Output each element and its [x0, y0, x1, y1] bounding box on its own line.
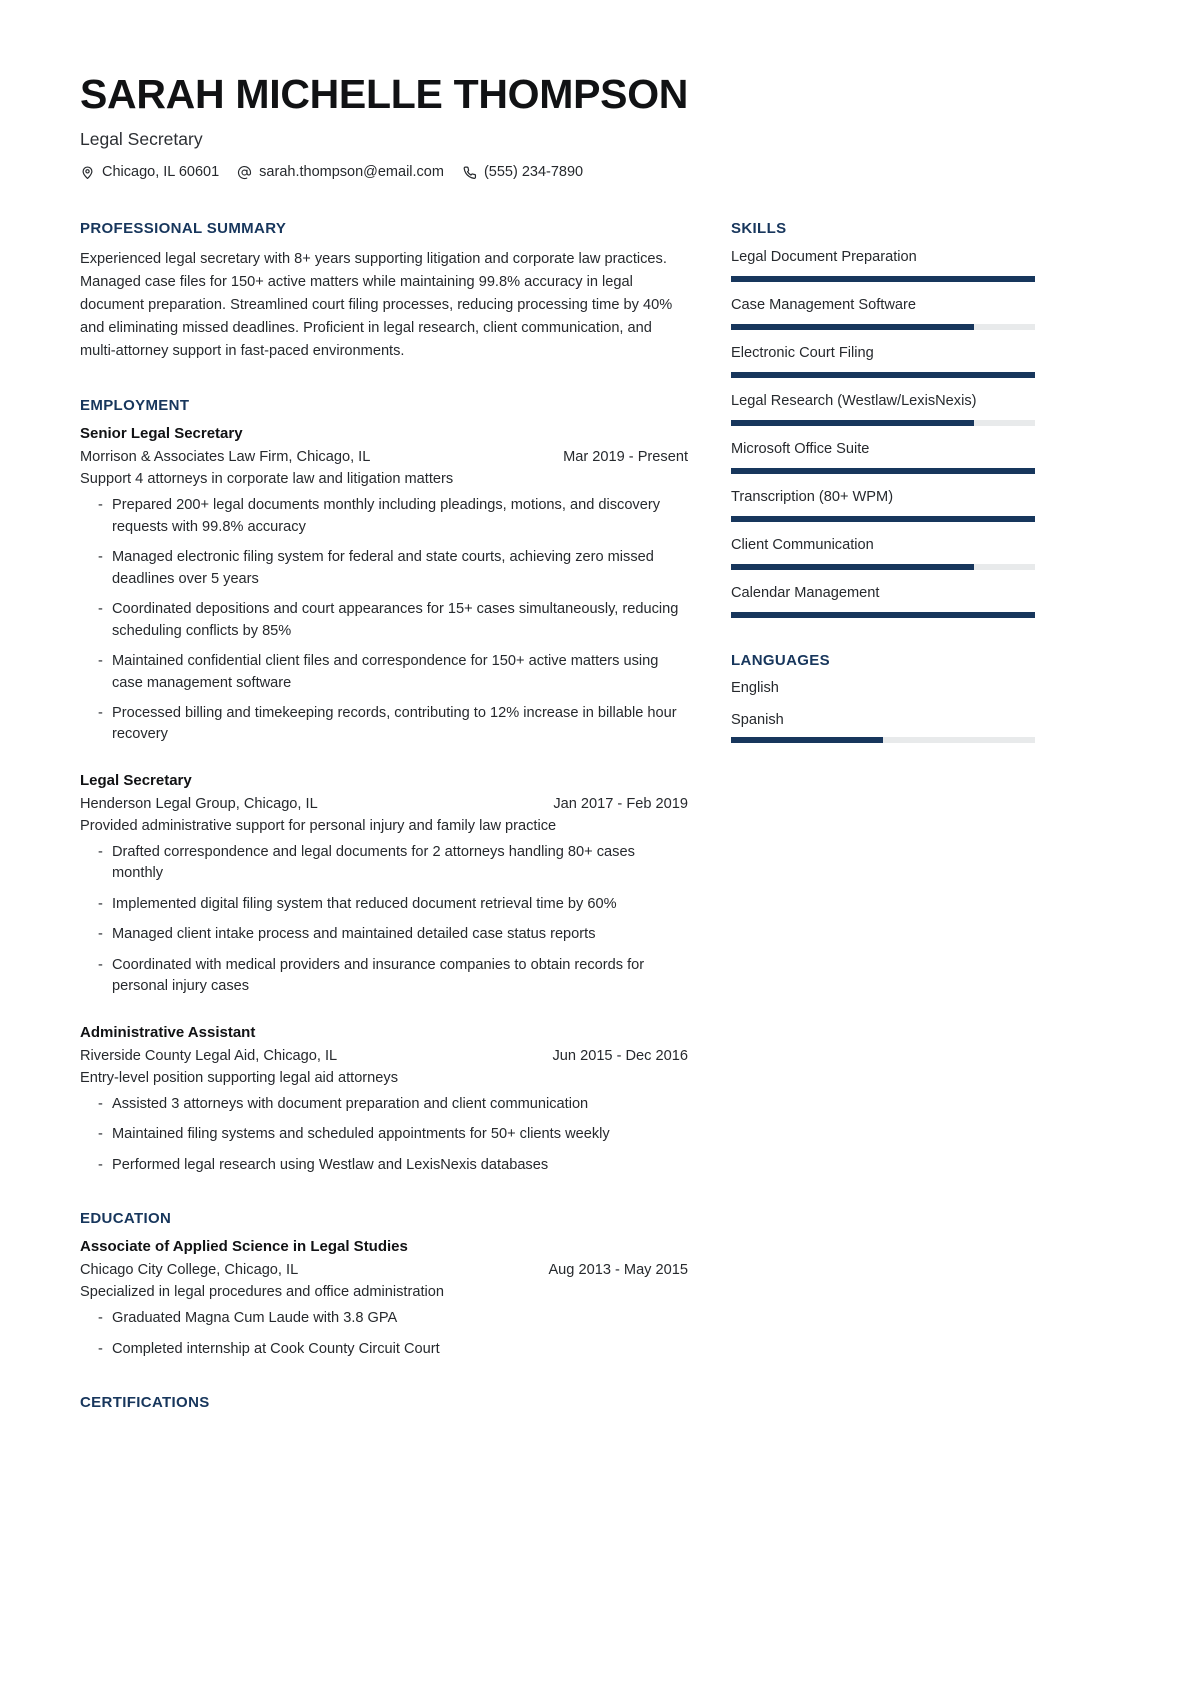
education-entries [80, 1238, 688, 1360]
section-employment [80, 397, 688, 1176]
contact-text: (555) 234-7890 [483, 164, 584, 181]
sidebar-column [731, 220, 1035, 743]
entry [80, 1238, 688, 1360]
skill-label: Electronic Court Filing [731, 345, 874, 362]
entry-bullet-list [80, 1308, 688, 1360]
skill-meter [731, 516, 1035, 522]
entry-title: Administrative Assistant [80, 1023, 256, 1041]
section-heading-education: EDUCATION [80, 1210, 172, 1228]
skill-row [731, 536, 1035, 570]
language-list [731, 680, 1035, 743]
summary-text: Experienced legal secretary with 8+ years supporting litigation and corporate law practices. Managed case files for 150+ active matters while maintaining 99.8% accuracy in legal document preparation. Streamlined court filing processes, reducing processing time by 40% and eliminating missed deadlines. Proficient in legal research, client communication, and multi-attorney support in fast-paced environments. [80, 251, 673, 360]
meter-fill [731, 372, 1035, 378]
skill-meter [731, 276, 1035, 282]
language-row [731, 712, 1035, 743]
meter-fill [731, 276, 1035, 282]
entry-bullet: - Performed legal research using Westlaw and LexisNexis databases [80, 1155, 688, 1176]
entry-organization: Riverside County Legal Aid, Chicago, IL [80, 1047, 338, 1064]
resume-body [80, 220, 1120, 1422]
entry-dates: Mar 2019 - Present [563, 449, 688, 466]
language-meter [731, 737, 1035, 743]
skill-label: Calendar Management [731, 584, 880, 601]
meter-fill [731, 516, 1035, 522]
entry-bullet: - Drafted correspondence and legal documents for 2 attorneys handling 80+ cases monthly [80, 842, 688, 885]
section-heading-summary: PROFESSIONAL SUMMARY [80, 220, 287, 238]
contact-item [462, 164, 583, 180]
contact-item [80, 164, 219, 180]
entry-bullet: - Maintained filing systems and scheduled appointments for 50+ clients weekly [80, 1124, 688, 1145]
location-pin-icon [80, 165, 95, 180]
skill-meter [731, 372, 1035, 378]
skill-row [731, 488, 1035, 522]
entry-description: Provided administrative support for personal injury and family law practice [80, 817, 557, 834]
contact-row [80, 164, 1120, 180]
skill-row [731, 296, 1035, 330]
entry-title: Senior Legal Secretary [80, 425, 243, 443]
entry-bullet: - Prepared 200+ legal documents monthly including pleadings, motions, and discovery requests with 99.8% accuracy [80, 495, 688, 538]
entry-bullet: - Graduated Magna Cum Laude with 3.8 GPA [80, 1308, 688, 1329]
contact-item [237, 164, 444, 180]
entry-description: Specialized in legal procedures and office administration [80, 1284, 444, 1301]
skill-label: Legal Research (Westlaw/LexisNexis) [731, 393, 977, 409]
section-professional-summary [80, 220, 688, 363]
entry-meta [80, 449, 688, 465]
entry-bullet: - Assisted 3 attorneys with document preparation and client communication [80, 1094, 688, 1115]
entry-meta [80, 1262, 688, 1278]
entry-organization: Morrison & Associates Law Firm, Chicago, IL [80, 449, 371, 466]
skill-meter [731, 420, 1035, 426]
meter-fill [731, 468, 1035, 474]
entry-bullet-list [80, 842, 688, 998]
meter-fill [731, 612, 1035, 618]
entry-bullet: - Processed billing and timekeeping records, contributing to 12% increase in billable hour recovery [80, 703, 688, 746]
resume-header [80, 72, 1120, 180]
entry [80, 425, 688, 746]
section-education [80, 1210, 688, 1360]
entry-bullet: - Coordinated depositions and court appearances for 15+ cases simultaneously, reducing scheduling conflicts by 85% [80, 599, 688, 642]
entry-bullet: - Managed client intake process and maintained detailed case status reports [80, 924, 688, 945]
entry-bullet: - Maintained confidential client files and correspondence for 150+ active matters using case management software [80, 651, 688, 694]
section-languages [731, 652, 1035, 743]
meter-fill [731, 737, 883, 743]
skill-label: Microsoft Office Suite [731, 440, 870, 457]
entry-meta [80, 1048, 688, 1064]
entry-description: Support 4 attorneys in corporate law and litigation matters [80, 471, 454, 488]
candidate-name: SARAH MICHELLE THOMPSON [80, 71, 689, 117]
skill-row [731, 344, 1035, 378]
entry-dates: Jan 2017 - Feb 2019 [553, 795, 688, 812]
phone-icon [462, 165, 477, 180]
entry-title: Legal Secretary [80, 771, 192, 789]
entry-bullet-list [80, 495, 688, 745]
entry-bullet-list [80, 1094, 688, 1176]
entry-organization: Chicago City College, Chicago, IL [80, 1262, 299, 1279]
skill-meter [731, 564, 1035, 570]
meter-fill [731, 420, 974, 426]
section-certifications [80, 1394, 688, 1411]
entry-bullet: - Implemented digital filing system that reduced document retrieval time by 60% [80, 894, 688, 915]
contact-text: Chicago, IL 60601 [102, 164, 220, 181]
entry-dates: Jun 2015 - Dec 2016 [552, 1047, 688, 1064]
skill-meter [731, 468, 1035, 474]
email-at-icon [237, 165, 252, 180]
skill-row [731, 392, 1035, 426]
section-heading-certifications: CERTIFICATIONS [80, 1394, 210, 1412]
skill-row [731, 248, 1035, 282]
section-heading-languages: LANGUAGES [731, 651, 830, 669]
skill-label: Transcription (80+ WPM) [731, 488, 894, 505]
skill-label: Case Management Software [731, 297, 916, 314]
candidate-job-title: Legal Secretary [80, 129, 203, 150]
entry-dates: Aug 2013 - May 2015 [548, 1262, 688, 1279]
entry-title: Associate of Applied Science in Legal Studies [80, 1238, 408, 1256]
entry-meta [80, 796, 688, 812]
meter-fill [731, 564, 974, 570]
skill-meter [731, 324, 1035, 330]
entry-description: Entry-level position supporting legal aid attorneys [80, 1069, 398, 1086]
entry-bullet: - Managed electronic filing system for federal and state courts, achieving zero missed deadlines over 5 years [80, 547, 688, 590]
entry-bullet: - Completed internship at Cook County Circuit Court [80, 1339, 688, 1360]
meter-fill [731, 324, 974, 330]
skill-list [731, 248, 1035, 618]
section-heading-skills: SKILLS [731, 220, 787, 238]
section-heading-employment: EMPLOYMENT [80, 397, 190, 415]
skill-meter [731, 612, 1035, 618]
skill-label: Client Communication [731, 536, 874, 553]
main-column [80, 220, 688, 1422]
entry [80, 772, 688, 998]
section-skills [731, 220, 1035, 618]
skill-label: Legal Document Preparation [731, 249, 917, 266]
entry [80, 1024, 688, 1176]
language-row [731, 680, 1035, 696]
skill-row [731, 440, 1035, 474]
language-label: Spanish [731, 711, 784, 728]
skill-row [731, 584, 1035, 618]
entry-organization: Henderson Legal Group, Chicago, IL [80, 795, 318, 812]
contact-text: sarah.thompson@email.com [259, 164, 444, 181]
employment-entries [80, 425, 688, 1176]
language-label: English [731, 679, 779, 696]
entry-bullet: - Coordinated with medical providers and insurance companies to obtain records for personal injury cases [80, 955, 688, 998]
